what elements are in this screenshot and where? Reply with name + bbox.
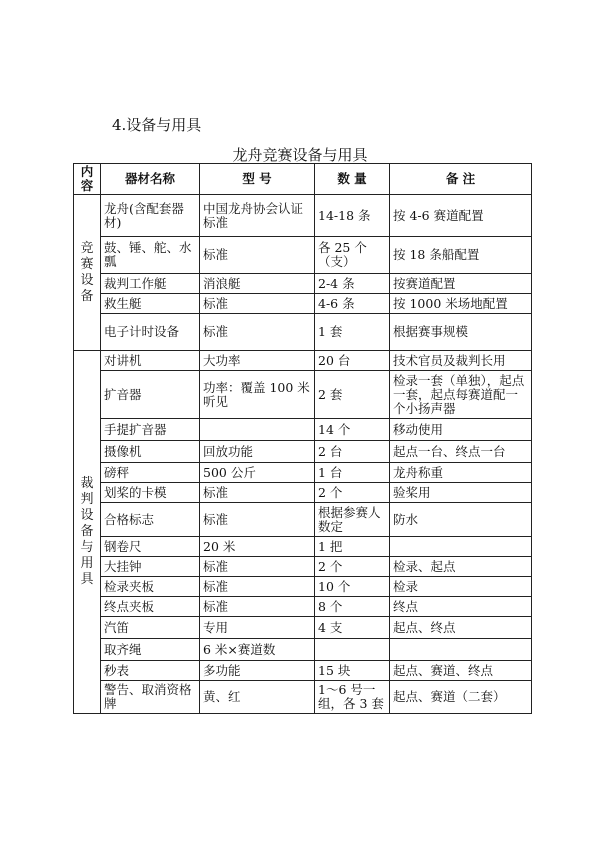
table-row [74,294,532,314]
table-row [74,441,532,463]
cell-name: 汽笛 [101,617,200,639]
table-row [74,483,532,503]
cell-name: 检录夹板 [101,577,200,597]
cell-note: 起点、赛道、终点 [390,661,532,681]
header-name: 器材名称 [101,164,200,195]
cell-model: 6 米×赛道数 [200,639,315,661]
cell-model: 标准 [200,597,315,617]
cell-model: 标准 [200,557,315,577]
header-quantity: 数 量 [315,164,390,195]
cell-name: 手提扩音器 [101,419,200,441]
group-label: 竞赛设备 [80,240,94,304]
table-row [74,639,532,661]
cell-model: 回放功能 [200,441,315,463]
cell-quantity: 2 台 [315,441,390,463]
cell-model: 标准 [200,577,315,597]
cell-name: 电子计时设备 [101,314,200,351]
cell-note: 终点 [390,597,532,617]
cell-note: 起点一台、终点一台 [390,441,532,463]
cell-model: 多功能 [200,661,315,681]
cell-model: 标准 [200,503,315,537]
table-row [74,195,532,237]
cell-name: 扩音器 [101,371,200,419]
cell-note: 检录一套（单独），起点一套，起点每赛道配一个小扬声器 [390,371,532,419]
cell-model: 20 米 [200,537,315,557]
cell-quantity: 4 支 [315,617,390,639]
cell-quantity: 2 个 [315,483,390,503]
cell-model: 500 公斤 [200,463,315,483]
cell-note: 起点、赛道（二套） [390,681,532,714]
cell-quantity: 14-18 条 [315,195,390,237]
section-heading: 4.设备与用具 [112,116,202,134]
group-label: 裁判设备与用具 [80,476,94,587]
header-category: 内容 [74,164,101,195]
cell-model: 中国龙舟协会认证标准 [200,195,315,237]
cell-note: 技术官员及裁判长用 [390,351,532,371]
cell-quantity: 根据参赛人数定 [315,503,390,537]
cell-name: 大挂钟 [101,557,200,577]
cell-quantity: 2 个 [315,557,390,577]
cell-model [200,419,315,441]
cell-note [390,537,532,557]
cell-model: 专用 [200,617,315,639]
table-row [74,557,532,577]
cell-quantity: 15 块 [315,661,390,681]
cell-name: 鼓、锤、舵、水瓢 [101,237,200,274]
equipment-table [73,163,532,714]
cell-note: 检录 [390,577,532,597]
group-competition-equipment [74,195,101,351]
cell-quantity: 4-6 条 [315,294,390,314]
cell-name: 警告、取消资格牌 [101,681,200,714]
cell-note: 验桨用 [390,483,532,503]
cell-model: 功率：覆盖 100 米听见 [200,371,315,419]
cell-note: 移动使用 [390,419,532,441]
cell-quantity [315,639,390,661]
table-row [74,371,532,419]
cell-name: 龙舟(含配套器材) [101,195,200,237]
cell-model: 标准 [200,294,315,314]
cell-quantity: 8 个 [315,597,390,617]
cell-quantity: 1～6 号一组，各 3 套 [315,681,390,714]
table-header-row [74,164,532,195]
cell-quantity: 各 25 个（支） [315,237,390,274]
cell-note: 按 1000 米场地配置 [390,294,532,314]
cell-name: 划桨的卡模 [101,483,200,503]
cell-note [390,639,532,661]
cell-name: 秒表 [101,661,200,681]
cell-quantity: 1 套 [315,314,390,351]
table-row [74,351,532,371]
cell-name: 救生艇 [101,294,200,314]
table-row [74,597,532,617]
cell-name: 摄像机 [101,441,200,463]
cell-quantity: 14 个 [315,419,390,441]
cell-name: 裁判工作艇 [101,274,200,294]
cell-model: 标准 [200,483,315,503]
table-row [74,681,532,714]
cell-model: 标准 [200,237,315,274]
cell-quantity: 1 台 [315,463,390,483]
cell-note: 按 4-6 赛道配置 [390,195,532,237]
cell-quantity: 2-4 条 [315,274,390,294]
cell-name: 磅秤 [101,463,200,483]
table-row [74,463,532,483]
group-referee-equipment [74,351,101,714]
header-model: 型 号 [200,164,315,195]
table-row [74,577,532,597]
cell-quantity: 2 套 [315,371,390,419]
table-row [74,503,532,537]
table-row [74,314,532,351]
cell-note: 防水 [390,503,532,537]
cell-name: 对讲机 [101,351,200,371]
cell-name: 钢卷尺 [101,537,200,557]
cell-model: 标准 [200,314,315,351]
table-row [74,537,532,557]
cell-model: 黄、红 [200,681,315,714]
cell-note: 龙舟称重 [390,463,532,483]
table-row [74,237,532,274]
cell-name: 终点夹板 [101,597,200,617]
cell-name: 合格标志 [101,503,200,537]
cell-quantity: 10 个 [315,577,390,597]
cell-quantity: 20 台 [315,351,390,371]
cell-name: 取齐绳 [101,639,200,661]
table-caption: 龙舟竞赛设备与用具 [232,146,368,164]
cell-note: 按赛道配置 [390,274,532,294]
cell-note: 检录、起点 [390,557,532,577]
header-note: 备 注 [390,164,532,195]
cell-quantity: 1 把 [315,537,390,557]
cell-model: 消浪艇 [200,274,315,294]
table-row [74,419,532,441]
table-row [74,661,532,681]
table-row [74,274,532,294]
table-row [74,617,532,639]
cell-note: 按 18 条船配置 [390,237,532,274]
cell-model: 大功率 [200,351,315,371]
cell-note: 起点、终点 [390,617,532,639]
cell-note: 根据赛事规模 [390,314,532,351]
